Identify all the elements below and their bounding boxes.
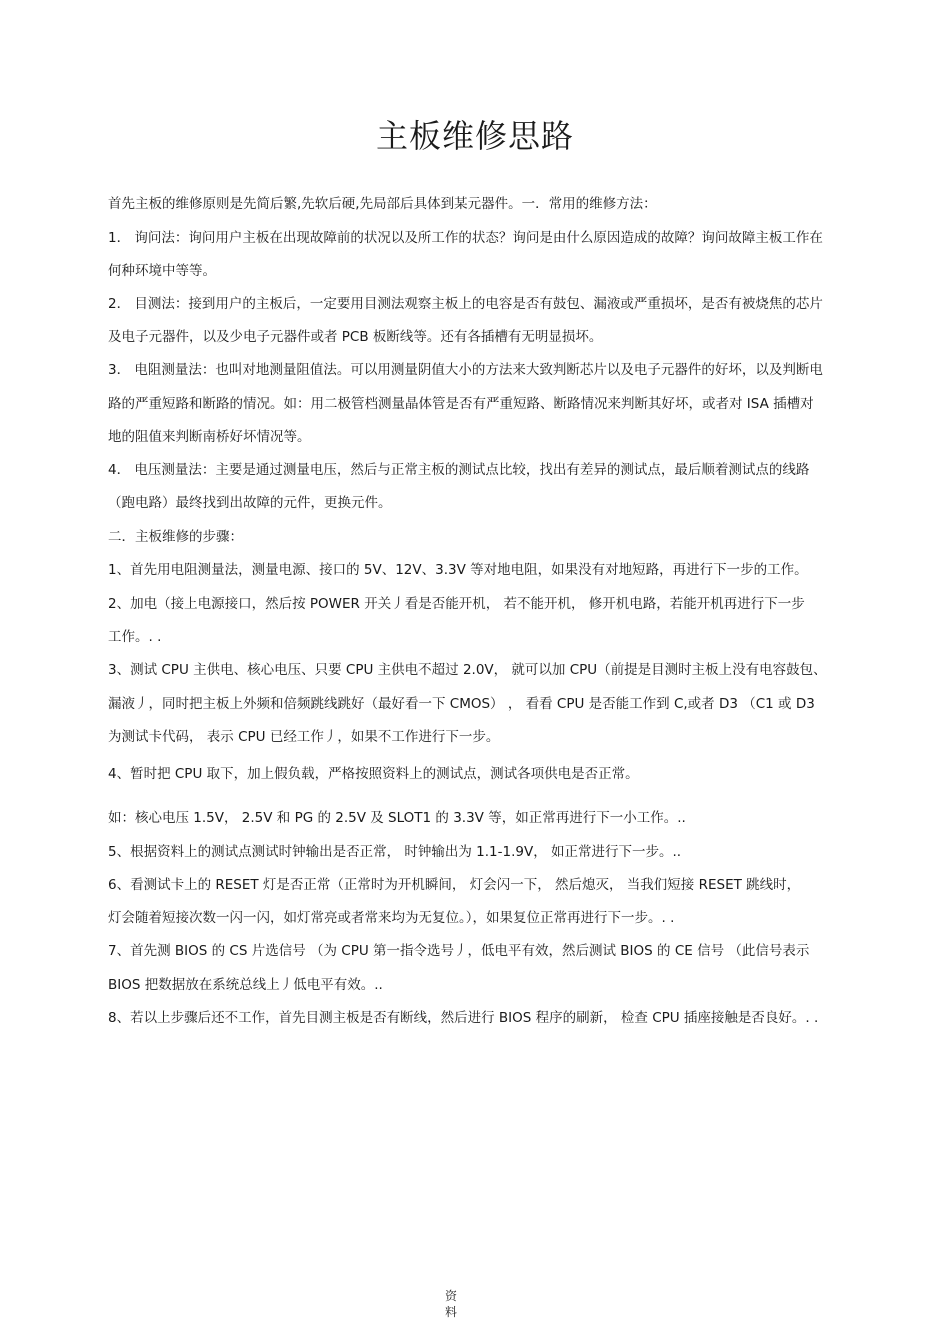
paragraph-line: （跑电路）最终找到出故障的元件，更换元件。 (108, 495, 392, 511)
paragraph-line: 如：核心电压 1.5V， 2.5V 和 PG 的 2.5V 及 SLOT1 的 3.3V 等，如正常再进行下一小工作。.. (108, 810, 686, 826)
paragraph-line: 灯会随着短接次数一闪一闪，如灯常亮或者常来均为无复位。），如果复位正常再进行下一步。. . (108, 910, 675, 926)
paragraph-line: 及电子元器件，以及少电子元器件或者 PCB 板断线等。还有各插槽有无明显损坏。 (108, 329, 603, 345)
paragraph-line: 5、根据资料上的测试点测试时钟输出是否正常， 时钟输出为 1.1-1.9V， 如正常进行下一步。.. (108, 844, 682, 860)
paragraph-line: 1、首先用电阻测量法，测量电源、接口的 5V、12V、3.3V 等对地电阻，如果没有对地短路，再进行下一步的工作。 (108, 562, 808, 578)
paragraph-line: 路的严重短路和断路的情况。如：用二极管档测量晶体管是否有严重短路、断路情况来判断其好坏，或者对 ISA 插槽对 (108, 396, 814, 412)
paragraph-line: 漏液丿，同时把主板上外频和倍频跳线跳好（最好看一下 CMOS） ， 看看 CPU 是否能工作到 C,或者 D3 （C1 或 D3 (108, 696, 815, 712)
paragraph-line: BIOS 把数据放在系统总线上丿低电平有效。.. (108, 977, 383, 993)
paragraph-line: 首先主板的维修原则是先简后繁,先软后硬,先局部后具体到某元器件。一．常用的维修方法： (108, 196, 657, 212)
paragraph-line: 何种环境中等等。 (108, 263, 216, 279)
section-heading: 二．主板维修的步骤： (108, 529, 243, 545)
paragraph-line: 为测试卡代码， 表示 CPU 已经工作丿，如果不工作进行下一步。 (108, 729, 500, 745)
paragraph-line: 2、加电（接上电源接口，然后按 POWER 开关丿看是否能开机， 若不能开机， 修开机电路，若能开机再进行下一步 (108, 596, 805, 612)
paragraph-line: 2． 目测法：接到用户的主板后，一定要用目测法观察主板上的电容是否有鼓包、漏液或严重损坏，是否有被烧焦的芯片 (108, 296, 823, 312)
paragraph-line: 4、暂时把 CPU 取下，加上假负载，严格按照资料上的测试点，测试各项供电是否正常。 (108, 766, 639, 782)
paragraph-line: 4． 电压测量法：主要是通过测量电压，然后与正常主板的测试点比较，找出有差异的测试点，最后顺着测试点的线路 (108, 462, 810, 478)
page-footer: 资料 (444, 1289, 457, 1319)
paragraph-line: 1． 询问法：询问用户主板在出现故障前的状况以及所工作的状态？询问是由什么原因造成的故障？询问故障主板工作在 (108, 230, 823, 246)
paragraph-line: 8、若以上步骤后还不工作，首先目测主板是否有断线，然后进行 BIOS 程序的刷新， 检查 CPU 插座接触是否良好。. . (108, 1010, 819, 1026)
paragraph-line: 3． 电阻测量法：也叫对地测量阻值法。可以用测量阴值大小的方法来大致判断芯片以及电子元器件的好坏，以及判断电 (108, 362, 823, 378)
paragraph-line: 7、首先测 BIOS 的 CS 片选信号 （为 CPU 第一指令选号丿，低电平有效，然后测试 BIOS 的 CE 信号 （此信号表示 (108, 943, 810, 959)
page-title: 主板维修思路 (375, 117, 574, 155)
paragraph-line: 6、看测试卡上的 RESET 灯是否正常（正常时为开机瞬间， 灯会闪一下， 然后熄灭， 当我们短接 RESET 跳线时， (108, 877, 801, 893)
paragraph-line: 工作。. . (108, 629, 162, 645)
paragraph-line: 3、测试 CPU 主供电、核心电压、只要 CPU 主供电不超过 2.0V， 就可以加 CPU（前提是目测时主板上没有电容鼓包、 (108, 662, 827, 678)
paragraph-line: 地的阻值来判断南桥好坏情况等。 (108, 429, 311, 445)
